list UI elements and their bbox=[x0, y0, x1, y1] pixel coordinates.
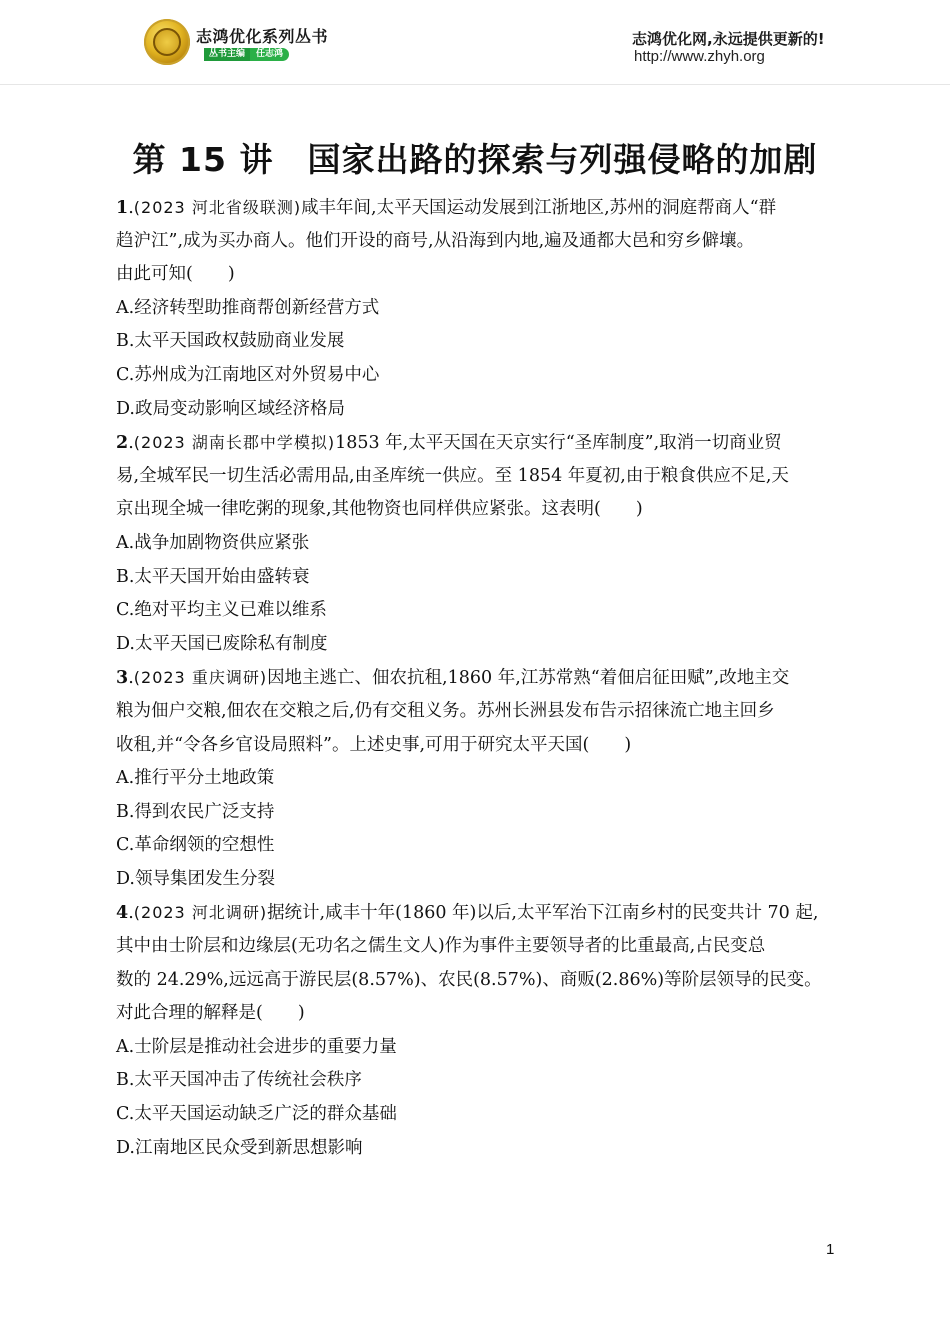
page-header bbox=[0, 0, 950, 86]
question-4 bbox=[116, 896, 838, 1165]
option-c: C.革命纲领的空想性 bbox=[116, 835, 275, 856]
question-line: 1.(2023 河北省级联测)咸丰年间,太平天国运动发展到江浙地区,苏州的洞庭帮商人“群 bbox=[116, 198, 777, 218]
question-2 bbox=[116, 426, 838, 661]
question-3 bbox=[116, 661, 838, 896]
option-a: A.战争加剧物资供应紧张 bbox=[116, 532, 310, 553]
question-number: 1 bbox=[116, 198, 129, 218]
page-title: 第 15 讲 国家出路的探索与列强侵略的加剧 bbox=[132, 140, 818, 179]
header-url: http://www.zhyh.org bbox=[634, 48, 765, 65]
option-c: C.绝对平均主义已难以维系 bbox=[116, 600, 327, 621]
option-d: D.江南地区民众受到新思想影响 bbox=[116, 1137, 363, 1158]
question-text: 由此可知( ) bbox=[116, 264, 235, 285]
question-text: 1853 年,太平天国在天京实行“圣库制度”,取消一切商业贸 bbox=[335, 433, 782, 454]
question-source: (2023 湖南长郡中学模拟) bbox=[133, 433, 336, 453]
option-c: C.苏州成为江南地区对外贸易中心 bbox=[116, 364, 380, 385]
option-a: A.经济转型助推商帮创新经营方式 bbox=[116, 297, 380, 318]
question-list bbox=[116, 191, 838, 1165]
option-c: C.太平天国运动缺乏广泛的群众基础 bbox=[116, 1104, 397, 1125]
question-line: 2.(2023 湖南长郡中学模拟)1853 年,太平天国在天京实行“圣库制度”,取消一切商业贸 bbox=[116, 433, 782, 454]
header-slogan: 志鸿优化网,永远提供更新的! bbox=[632, 30, 825, 48]
question-line: 4.(2023 河北调研)据统计,咸丰十年(1860 年)以后,太平军治下江南乡村的民变共计 70 起, bbox=[116, 903, 819, 924]
question-text: 易,全城军民一切生活必需用品,由圣库统一供应。至 1854 年夏初,由于粮食供应不足,天 bbox=[116, 465, 789, 486]
question-number: 2 bbox=[116, 433, 129, 454]
question-text: 据统计,咸丰十年(1860 年)以后,太平军治下江南乡村的民变共计 70 起, bbox=[267, 903, 819, 924]
question-source: (2023 河北省级联测) bbox=[133, 198, 302, 217]
question-text: 因地主逃亡、佃农抗租,1860 年,江苏常熟“着佃启征田赋”,改地主交 bbox=[267, 668, 790, 689]
question-1 bbox=[116, 191, 838, 426]
question-text: 粮为佃户交粮,佃农在交粮之后,仍有交租义务。苏州长洲县发布告示招徕流亡地主回乡 bbox=[116, 700, 775, 721]
question-number: 3 bbox=[116, 668, 129, 689]
page-number: 1 bbox=[826, 1241, 835, 1258]
question-line: 3.(2023 重庆调研)因地主逃亡、佃农抗租,1860 年,江苏常熟“着佃启征田赋”,改地主交 bbox=[116, 668, 790, 689]
editor-label: 丛书主编 bbox=[204, 48, 250, 61]
question-source: (2023 河北调研) bbox=[133, 903, 268, 923]
question-text: 收租,并“令各乡官设局照料”。上述史事,可用于研究太平天国( ) bbox=[116, 734, 632, 755]
question-text: 咸丰年间,太平天国运动发展到江浙地区,苏州的洞庭帮商人“群 bbox=[301, 198, 777, 218]
series-title: 志鸿优化系列丛书 bbox=[196, 27, 329, 46]
option-d: D.政局变动影响区域经济格局 bbox=[116, 398, 345, 419]
option-a: A.士阶层是推动社会进步的重要力量 bbox=[116, 1036, 397, 1057]
option-b: B.太平天国政权鼓励商业发展 bbox=[116, 331, 345, 352]
header-divider bbox=[0, 84, 950, 85]
question-number: 4 bbox=[116, 903, 129, 924]
option-b: B.太平天国冲击了传统社会秩序 bbox=[116, 1070, 362, 1091]
question-source: (2023 重庆调研) bbox=[133, 668, 268, 688]
question-text: 数的 24.29%,远远高于游民层(8.57%)、农民(8.57%)、商贩(2.86%)等阶层领导的民变。 bbox=[116, 969, 822, 990]
question-text: 其中由士阶层和边缘层(无功名之儒生文人)作为事件主要领导者的比重最高,占民变总 bbox=[116, 936, 766, 957]
editor-name: 任志鸿 bbox=[250, 48, 289, 61]
option-b: B.得到农民广泛支持 bbox=[116, 801, 275, 822]
option-a: A.推行平分土地政策 bbox=[116, 768, 275, 789]
question-text: 对此合理的解释是( ) bbox=[116, 1003, 305, 1024]
option-d: D.太平天国已废除私有制度 bbox=[116, 633, 328, 654]
question-text: 趋沪江”,成为买办商人。他们开设的商号,从沿海到内地,遍及通都大邑和穷乡僻壤。 bbox=[116, 230, 755, 251]
option-b: B.太平天国开始由盛转衰 bbox=[116, 566, 310, 587]
editor-badge bbox=[204, 48, 289, 61]
option-d: D.领导集团发生分裂 bbox=[116, 868, 275, 889]
question-text: 京出现全城一律吃粥的现象,其他物资也同样供应紧张。这表明( ) bbox=[116, 499, 643, 520]
publisher-logo-icon bbox=[144, 19, 190, 65]
